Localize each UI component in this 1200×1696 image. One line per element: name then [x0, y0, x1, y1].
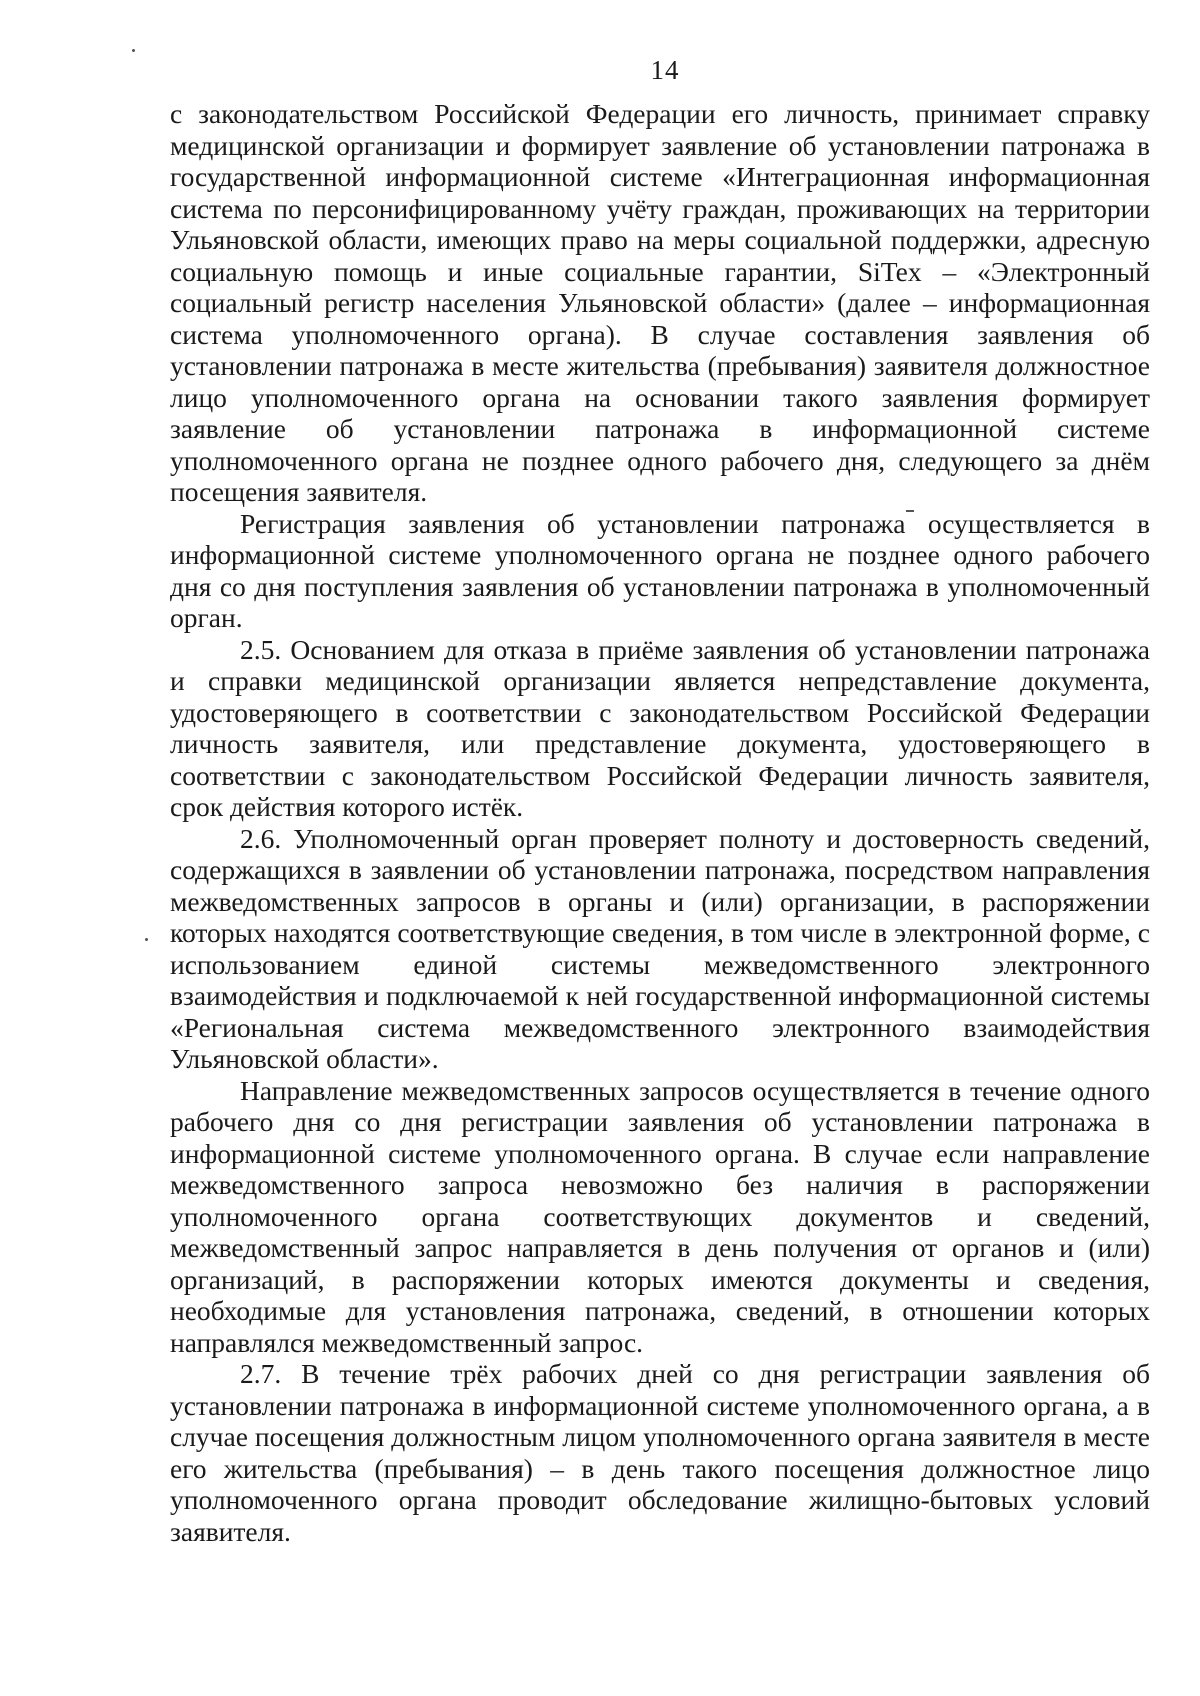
paragraph-registration: Регистрация заявления об установлении патронажа осуществляется в информационной системе уполномоченного органа не позднее одного рабочего дня со дня поступления заявления об установлении патронажа в уполномоченный орган. — [170, 507, 1150, 633]
scan-speck — [132, 49, 135, 52]
paragraph-2-5: 2.5. Основанием для отказа в приёме заявления об установлении патронажа и справки медицинской организации является непредставление документа, удостоверяющего в соответствии с законодательством Российской Федерации личность заявителя, или представление документа, удостоверяющего в соответствии с законодательством Российской Федерации личность заявителя, срок действия которого истёк. — [170, 633, 1150, 822]
paragraph-continuation: с законодательством Российской Федерации его личность, принимает справку медицинской организации и формирует заявление об установлении патронажа в государственной информационной системе «Интеграционная информационная система по персонифицированному учёту граждан, проживающих на территории Ульяновской области, имеющих право на меры социальной поддержки, адресную социальную помощь и иные социальные гарантии, SiTex – «Электронный социальный регистр населения Ульяновской области» (далее – информационная система уполномоченного органа). В случае составления заявления об установлении патронажа в месте жительства (пребывания) заявителя должностное лицо уполномоченного органа на основании такого заявления формирует заявление об установлении патронажа в информационной системе уполномоченного органа не позднее одного рабочего дня, следующего за днём посещения заявителя. — [170, 98, 1150, 507]
scan-speck — [145, 938, 148, 941]
paragraph-2-6: 2.6. Уполномоченный орган проверяет полноту и достоверность сведений, содержащихся в заявлении об установлении патронажа, посредством направления межведомственных запросов в органы и (или) организации, в распоряжении которых находятся соответствующие сведения, в том числе в электронной форме, с использованием единой системы межведомственного электронного взаимодействия и подключаемой к ней государственной информационной системы «Региональная система межведомственного электронного взаимодействия Ульяновской области». — [170, 822, 1150, 1074]
paragraph-2-7: 2.7. В течение трёх рабочих дней со дня регистрации заявления об установлении патронажа в информационной системе уполномоченного органа, а в случае посещения должностным лицом уполномоченного органа заявителя в месте его жительства (пребывания) – в день такого посещения должностное лицо уполномоченного органа проводит обследование жилищно-бытовых условий заявителя. — [170, 1358, 1150, 1547]
document-body — [170, 98, 1150, 1547]
page-number: 14 — [650, 55, 680, 85]
paragraph-interagency-requests: Направление межведомственных запросов осуществляется в течение одного рабочего дня со дня регистрации заявления об установлении патронажа в информационной системе уполномоченного органа. В случае если направление межведомственного запроса невозможно без наличия в распоряжении уполномоченного органа соответствующих документов и сведений, межведомственный запрос направляется в день получения от органов и (или) организаций, в распоряжении которых имеются документы и сведения, необходимые для установления патронажа, сведений, в отношении которых направлялся межведомственный запрос. — [170, 1074, 1150, 1358]
